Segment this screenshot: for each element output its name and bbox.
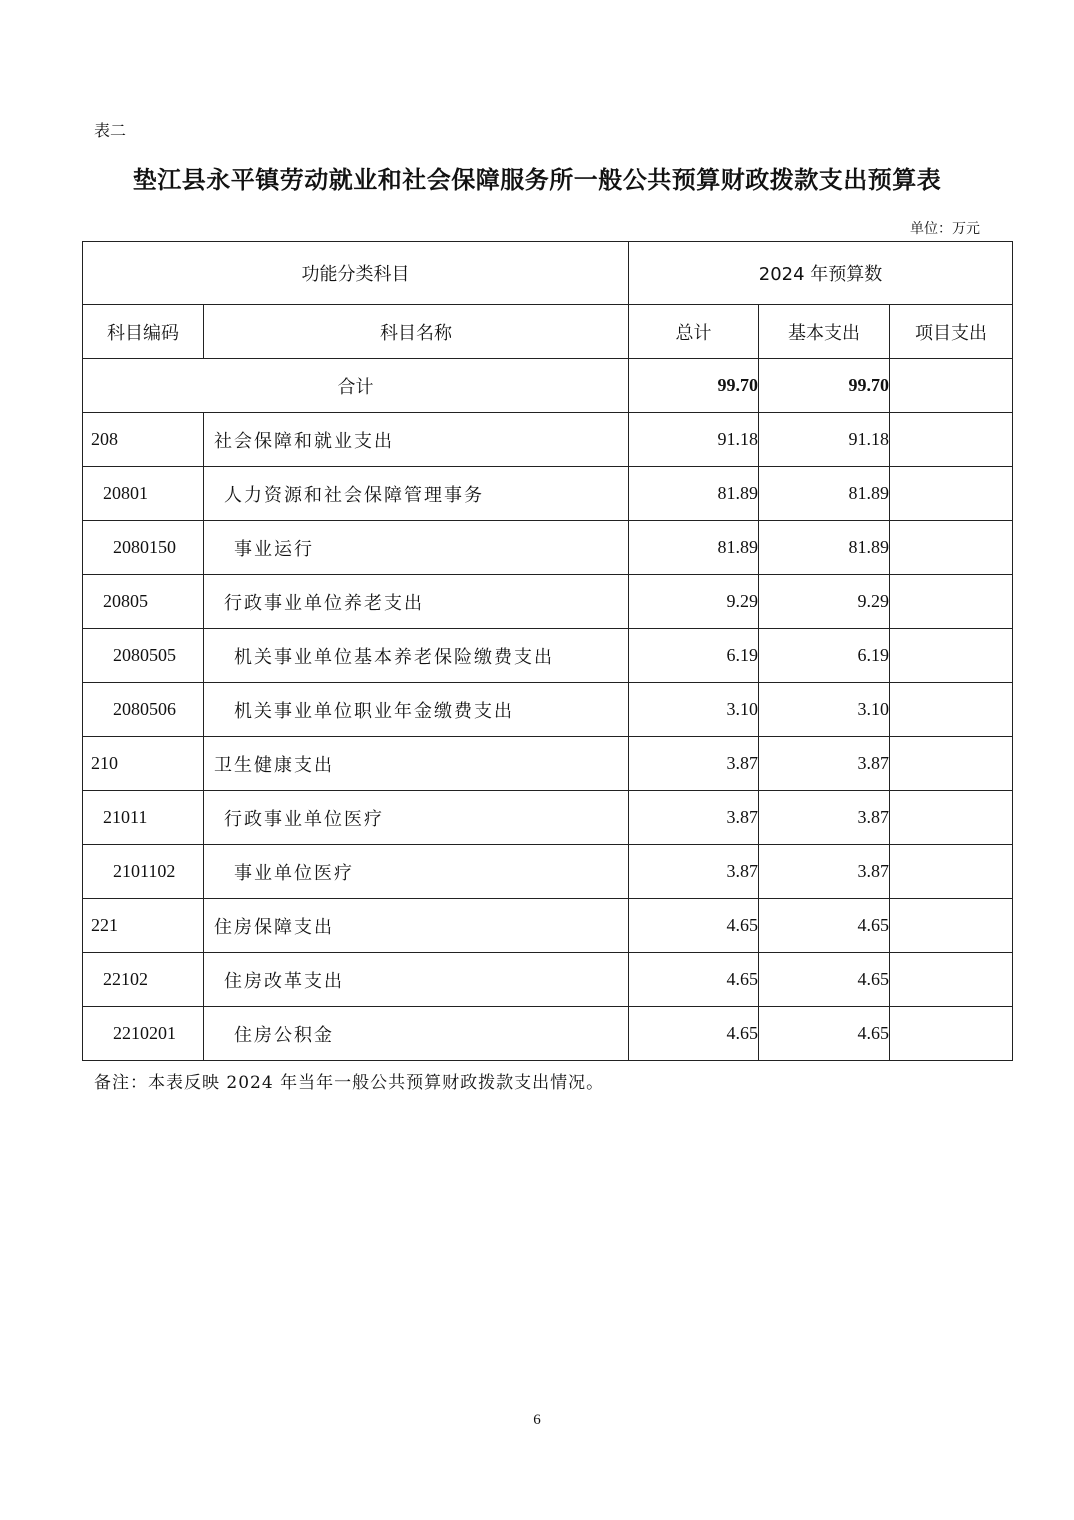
row-basic: 4.65 (759, 953, 890, 1007)
header-row-columns (83, 305, 1013, 359)
total-basic: 99.70 (759, 359, 890, 413)
row-project (890, 899, 1013, 953)
row-project (890, 629, 1013, 683)
row-project (890, 1007, 1013, 1061)
table-row (83, 521, 1013, 575)
row-basic: 9.29 (759, 575, 890, 629)
row-basic: 81.89 (759, 521, 890, 575)
row-code: 2101102 (83, 845, 204, 899)
header-basic: 基本支出 (759, 305, 890, 359)
row-project (890, 791, 1013, 845)
budget-table (82, 241, 1013, 1061)
page-title: 垫江县永平镇劳动就业和社会保障服务所一般公共预算财政拨款支出预算表 (132, 166, 942, 194)
row-code: 20801 (83, 467, 204, 521)
row-project (890, 521, 1013, 575)
row-basic: 4.65 (759, 1007, 890, 1061)
row-total: 3.87 (629, 845, 759, 899)
header-function-category: 功能分类科目 (83, 242, 629, 305)
row-code: 20805 (83, 575, 204, 629)
table-row (83, 629, 1013, 683)
row-project (890, 575, 1013, 629)
row-name: 住房保障支出 (204, 899, 629, 953)
row-basic: 4.65 (759, 899, 890, 953)
header-project: 项目支出 (890, 305, 1013, 359)
table-row (83, 737, 1013, 791)
row-total: 3.10 (629, 683, 759, 737)
row-total: 81.89 (629, 521, 759, 575)
row-project (890, 683, 1013, 737)
table-row (83, 899, 1013, 953)
row-code: 22102 (83, 953, 204, 1007)
row-total: 81.89 (629, 467, 759, 521)
row-name: 人力资源和社会保障管理事务 (204, 467, 629, 521)
row-basic: 3.87 (759, 791, 890, 845)
page-number: 6 (533, 1412, 541, 1428)
total-sum: 99.70 (629, 359, 759, 413)
row-total: 4.65 (629, 953, 759, 1007)
row-name: 机关事业单位基本养老保险缴费支出 (204, 629, 629, 683)
table-row (83, 575, 1013, 629)
row-name: 事业运行 (204, 521, 629, 575)
total-project (890, 359, 1013, 413)
header-name: 科目名称 (204, 305, 629, 359)
row-project (890, 413, 1013, 467)
table-row (83, 1007, 1013, 1061)
row-project (890, 467, 1013, 521)
row-code: 208 (83, 413, 204, 467)
row-code: 2080506 (83, 683, 204, 737)
table-label: 表二 (94, 121, 127, 140)
total-row (83, 359, 1013, 413)
row-basic: 3.87 (759, 737, 890, 791)
row-name: 住房改革支出 (204, 953, 629, 1007)
row-total: 91.18 (629, 413, 759, 467)
row-basic: 81.89 (759, 467, 890, 521)
row-code: 2080150 (83, 521, 204, 575)
row-project (890, 737, 1013, 791)
row-total: 3.87 (629, 791, 759, 845)
row-code: 221 (83, 899, 204, 953)
header-budget-year: 2024 年预算数 (629, 242, 1013, 305)
row-code: 210 (83, 737, 204, 791)
row-basic: 3.10 (759, 683, 890, 737)
table-row (83, 791, 1013, 845)
row-total: 9.29 (629, 575, 759, 629)
table-row (83, 683, 1013, 737)
row-name: 住房公积金 (204, 1007, 629, 1061)
table-row (83, 467, 1013, 521)
row-name: 机关事业单位职业年金缴费支出 (204, 683, 629, 737)
row-name: 事业单位医疗 (204, 845, 629, 899)
header-total: 总计 (629, 305, 759, 359)
table-row (83, 845, 1013, 899)
row-code: 21011 (83, 791, 204, 845)
row-total: 4.65 (629, 899, 759, 953)
total-label: 合计 (83, 359, 629, 413)
header-code: 科目编码 (83, 305, 204, 359)
unit-label: 单位：万元 (910, 221, 980, 237)
row-basic: 3.87 (759, 845, 890, 899)
row-project (890, 953, 1013, 1007)
row-name: 行政事业单位养老支出 (204, 575, 629, 629)
table-row (83, 413, 1013, 467)
footnote: 备注：本表反映 2024 年当年一般公共预算财政拨款支出情况。 (94, 1073, 605, 1093)
row-total: 6.19 (629, 629, 759, 683)
row-code: 2080505 (83, 629, 204, 683)
row-basic: 91.18 (759, 413, 890, 467)
row-name: 卫生健康支出 (204, 737, 629, 791)
header-row-group (83, 242, 1013, 305)
row-code: 2210201 (83, 1007, 204, 1061)
table-row (83, 953, 1013, 1007)
row-total: 4.65 (629, 1007, 759, 1061)
row-basic: 6.19 (759, 629, 890, 683)
row-project (890, 845, 1013, 899)
row-name: 社会保障和就业支出 (204, 413, 629, 467)
row-total: 3.87 (629, 737, 759, 791)
row-name: 行政事业单位医疗 (204, 791, 629, 845)
